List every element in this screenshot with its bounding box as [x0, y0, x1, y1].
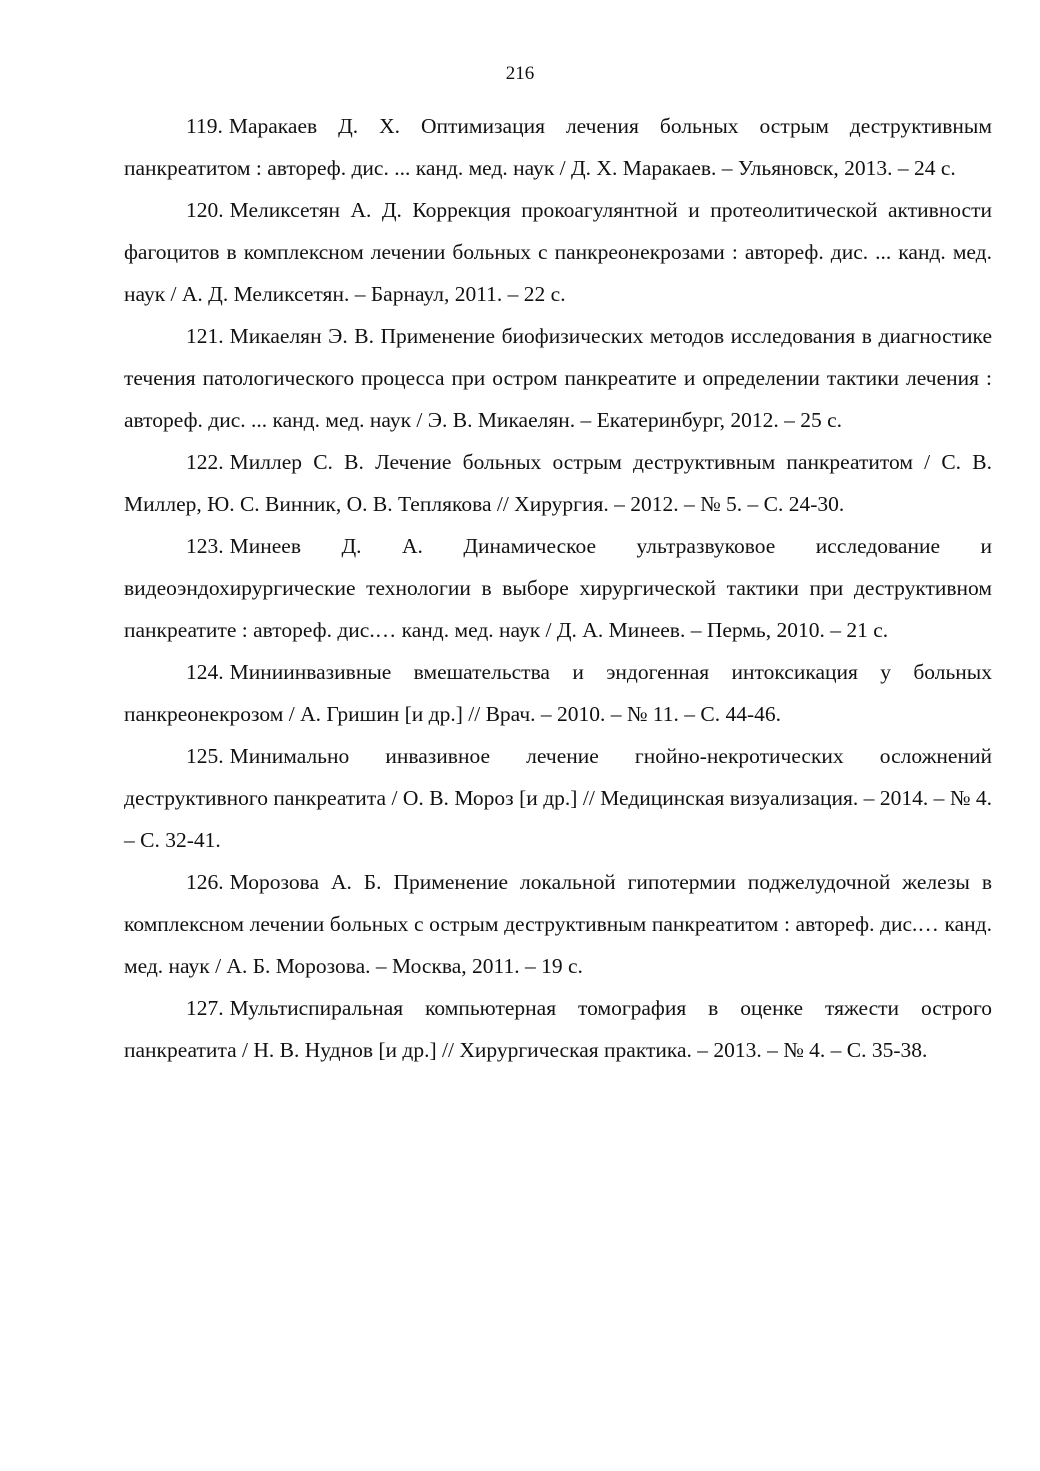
reference-number: 127. [186, 996, 224, 1020]
reference-item [124, 441, 992, 525]
reference-number: 126. [186, 870, 224, 894]
reference-item [124, 735, 992, 861]
reference-number: 121. [186, 324, 224, 348]
reference-number: 123. [186, 534, 224, 558]
reference-item [124, 105, 992, 189]
reference-text: Меликсетян А. Д. Коррекция прокоагулянтной и протеолитической активности фагоцитов в комплексном лечении больных с панкреонекрозами : автореф. дис. ... канд. мед. наук / А. Д. Меликсетян. – Барнаул, 2011. – 22 с. [124, 198, 992, 306]
reference-item [124, 189, 992, 315]
reference-number: 120. [186, 198, 224, 222]
reference-item [124, 987, 992, 1071]
reference-number: 122. [186, 450, 224, 474]
reference-text: Миллер С. В. Лечение больных острым деструктивным панкреатитом / С. В. Миллер, Ю. С. Винник, О. В. Теплякова // Хирургия. – 2012. – № 5. – С. 24-30. [124, 450, 992, 516]
reference-text: Минимально инвазивное лечение гнойно-некротических осложнений деструктивного панкреатита / О. В. Мороз [и др.] // Медицинская визуализация. – 2014. – № 4. – С. 32-41. [124, 744, 992, 852]
reference-text: Микаелян Э. В. Применение биофизических методов исследования в диагностике течения патологического процесса при остром панкреатите и определении тактики лечения : автореф. дис. ... канд. мед. наук / Э. В. Микаелян. – Екатеринбург, 2012. – 25 с. [124, 324, 992, 432]
reference-number: 125. [186, 744, 224, 768]
reference-text: Маракаев Д. Х. Оптимизация лечения больных острым деструктивным панкреатитом : автореф. дис. ... канд. мед. наук / Д. Х. Маракаев. – Ульяновск, 2013. – 24 с. [124, 114, 992, 180]
reference-text: Морозова А. Б. Применение локальной гипотермии поджелудочной железы в комплексном лечении больных с острым деструктивным панкреатитом : автореф. дис.… канд. мед. наук / А. Б. Морозова. – Москва, 2011. – 19 с. [124, 870, 992, 978]
reference-text: Мультиспиральная компьютерная томография в оценке тяжести острого панкреатита / Н. В. Нуднов [и др.] // Хирургическая практика. – 2013. – № 4. – С. 35-38. [124, 996, 992, 1062]
reference-number: 119. [186, 114, 223, 138]
reference-item [124, 315, 992, 441]
reference-item [124, 651, 992, 735]
reference-list [124, 105, 992, 1071]
reference-text: Миниинвазивные вмешательства и эндогенная интоксикация у больных панкреонекрозом / А. Гришин [и др.] // Врач. – 2010. – № 11. – С. 44-46. [124, 660, 992, 726]
page-number: 216 [505, 63, 535, 84]
reference-item [124, 525, 992, 651]
reference-text: Минеев Д. А. Динамическое ультразвуковое исследование и видеоэндохирургические технологии в выборе хирургической тактики при деструктивном панкреатите : автореф. дис.… канд. мед. наук / Д. А. Минеев. – Пермь, 2010. – 21 с. [124, 534, 992, 642]
reference-number: 124. [186, 660, 224, 684]
reference-item [124, 861, 992, 987]
